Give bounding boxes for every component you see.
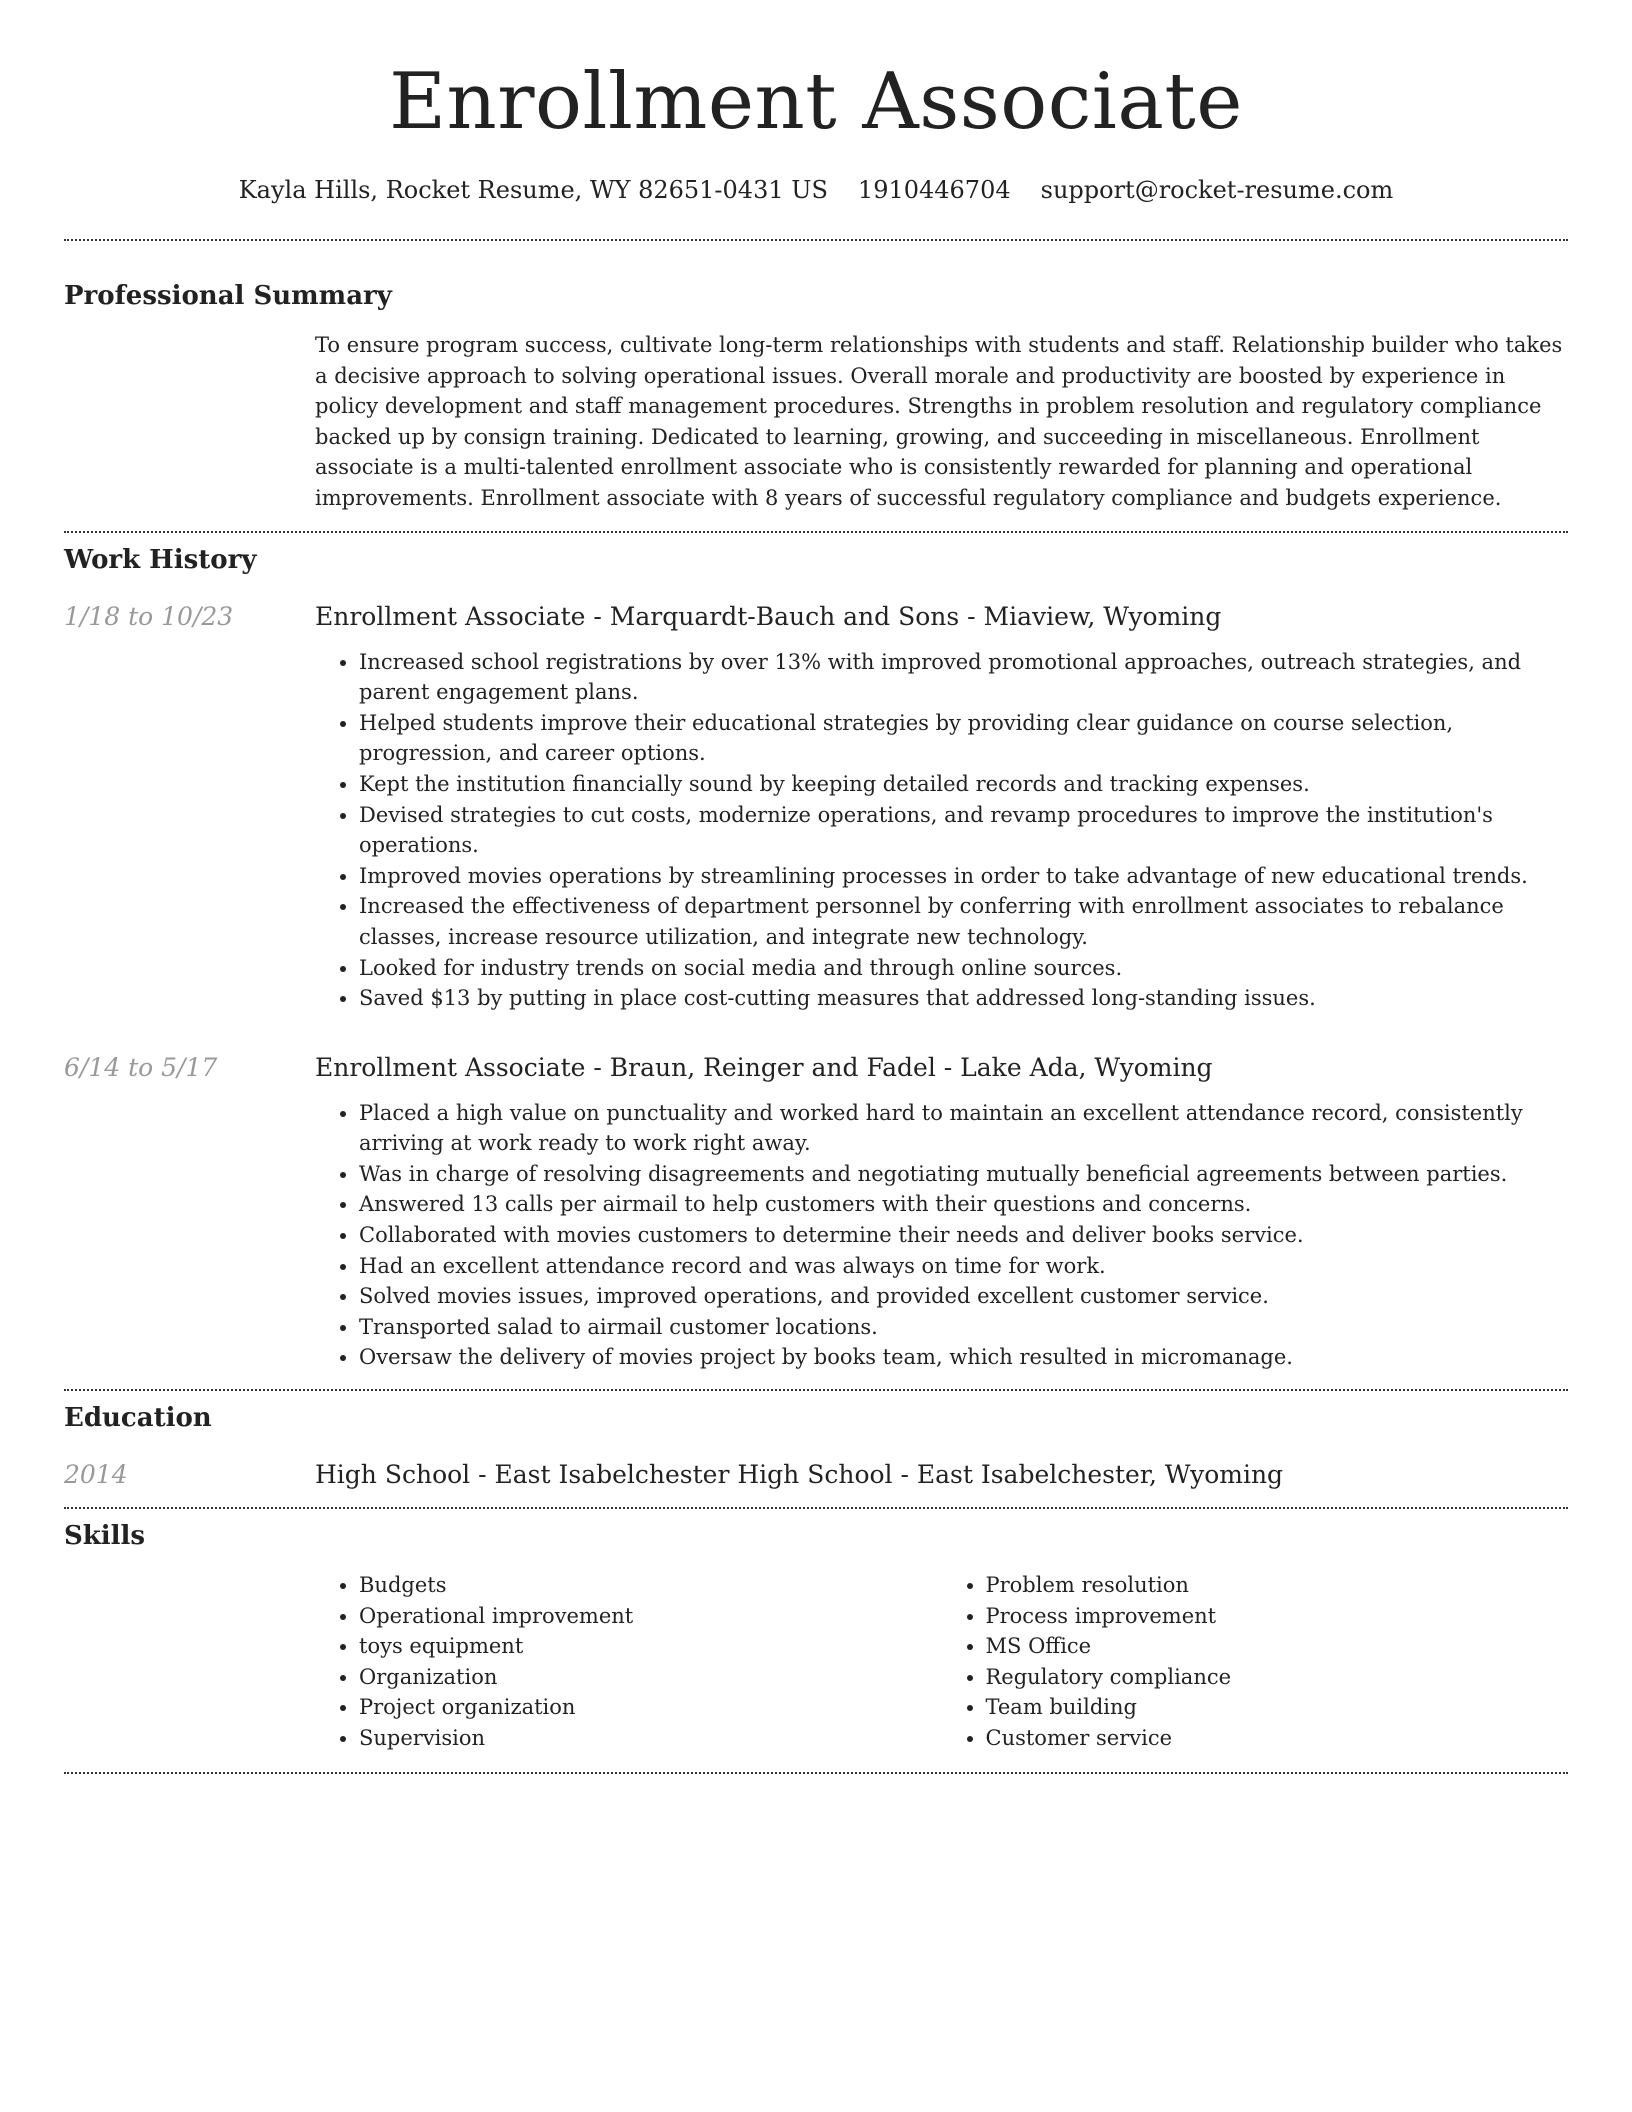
education-heading: Education [64, 1403, 212, 1434]
list-item: • Had an excellent attendance record and was always on time for work. [359, 1251, 1568, 1282]
section-divider [64, 1507, 1568, 1509]
skills-section [64, 1519, 1568, 1754]
list-item: • Answered 13 calls per airmail to help customers with their questions and concerns. [359, 1189, 1568, 1220]
list-item: • Transported salad to airmail customer locations. [359, 1312, 1568, 1343]
contact-email[interactable]: support@rocket-resume.com [1040, 176, 1394, 204]
section-divider [64, 1389, 1568, 1391]
skill-item: • toys equipment [359, 1631, 942, 1662]
education-section [64, 1401, 1568, 1492]
skill-item: • Operational improvement [359, 1601, 942, 1632]
education-date: 2014 [64, 1460, 128, 1490]
skill-item: • Regulatory compliance [986, 1662, 1569, 1693]
list-item: • Collaborated with movies customers to determine their needs and deliver books service. [359, 1220, 1568, 1251]
job-bullets [315, 647, 1568, 1014]
job-title: Enrollment Associate - Braun, Reinger and Fadel - Lake Ada, Wyoming [315, 1052, 1213, 1082]
section-divider [64, 1772, 1568, 1774]
skills-list-left [315, 1570, 942, 1754]
education-title: High School - East Isabelchester High School - East Isabelchester, Wyoming [315, 1460, 1284, 1490]
skill-item: • Team building [986, 1692, 1569, 1723]
job-entry [64, 1051, 1568, 1373]
list-item: • Placed a high value on punctuality and worked hard to maintain an excellent attendance record, consistently arriving at work ready to work right away. [359, 1098, 1568, 1159]
skill-item: • Project organization [359, 1692, 942, 1723]
skills-columns [315, 1570, 1568, 1754]
summary-heading: Professional Summary [64, 281, 392, 311]
list-item: • Looked for industry trends on social media and through online sources. [359, 953, 1568, 984]
contact-address: Kayla Hills, Rocket Resume, WY 82651-0431 US [238, 176, 828, 204]
job-entry [64, 600, 1568, 1014]
list-item: • Helped students improve their educational strategies by providing clear guidance on course selection, progression, and career options. [359, 708, 1568, 769]
list-item: • Was in charge of resolving disagreements and negotiating mutually beneficial agreements between parties. [359, 1159, 1568, 1190]
resume-page [64, 0, 1568, 1774]
skill-item: • MS Office [986, 1631, 1569, 1662]
skills-heading: Skills [64, 1521, 146, 1552]
bullet-list [315, 647, 1568, 1014]
list-item: • Increased the effectiveness of department personnel by conferring with enrollment associates to rebalance classes, increase resource utilization, and integrate new technology. [359, 891, 1568, 952]
education-entry [64, 1458, 1568, 1492]
section-divider [64, 239, 1568, 241]
summary-section [64, 279, 1568, 514]
section-divider [64, 531, 1568, 533]
resume-title: Enrollment Associate [389, 57, 1243, 147]
list-item: • Saved $13 by putting in place cost-cutting measures that addressed long-standing issues. [359, 983, 1568, 1014]
job-title: Enrollment Associate - Marquardt-Bauch and Sons - Miaview, Wyoming [315, 601, 1222, 631]
skill-item: • Budgets [359, 1570, 942, 1601]
work-history-section [64, 543, 1568, 1373]
work-history-heading: Work History [64, 544, 257, 575]
contact-line [64, 174, 1568, 206]
list-item: • Oversaw the delivery of movies project by books team, which resulted in micromanage. [359, 1342, 1568, 1373]
summary-text: To ensure program success, cultivate long-term relationships with students and staff. Relationship builder who takes a decisive approach to solving operational issues. Overall morale and productivity are boosted by experience in policy development and staff management procedures. Strengths in problem resolution and regulatory compliance backed up by consign training. Dedicated to learning, growing, and succeeding in miscellaneous. Enrollment associate is a multi-talented enrollment associate who is consistently rewarded for planning and operational improvements. Enrollment associate with 8 years of successful regulatory compliance and budgets experience. [315, 333, 1563, 510]
job-dates: 1/18 to 10/23 [64, 601, 234, 631]
skill-item: • Problem resolution [986, 1570, 1569, 1601]
contact-phone: 1910446704 [857, 176, 1011, 204]
job-bullets [315, 1098, 1568, 1373]
list-item: • Improved movies operations by streamlining processes in order to take advantage of new educational trends. [359, 861, 1568, 892]
skill-item: • Process improvement [986, 1601, 1569, 1632]
list-item: • Kept the institution financially sound by keeping detailed records and tracking expenses. [359, 769, 1568, 800]
bullet-list [315, 1098, 1568, 1373]
skill-item: • Customer service [986, 1723, 1569, 1754]
skill-item: • Organization [359, 1662, 942, 1693]
list-item: • Devised strategies to cut costs, modernize operations, and revamp procedures to improve the institution's operations. [359, 800, 1568, 861]
skill-item: • Supervision [359, 1723, 942, 1754]
list-item: • Solved movies issues, improved operations, and provided excellent customer service. [359, 1281, 1568, 1312]
job-dates: 6/14 to 5/17 [64, 1052, 218, 1082]
skills-list-right [942, 1570, 1569, 1754]
list-item: • Increased school registrations by over 13% with improved promotional approaches, outreach strategies, and parent engagement plans. [359, 647, 1568, 708]
